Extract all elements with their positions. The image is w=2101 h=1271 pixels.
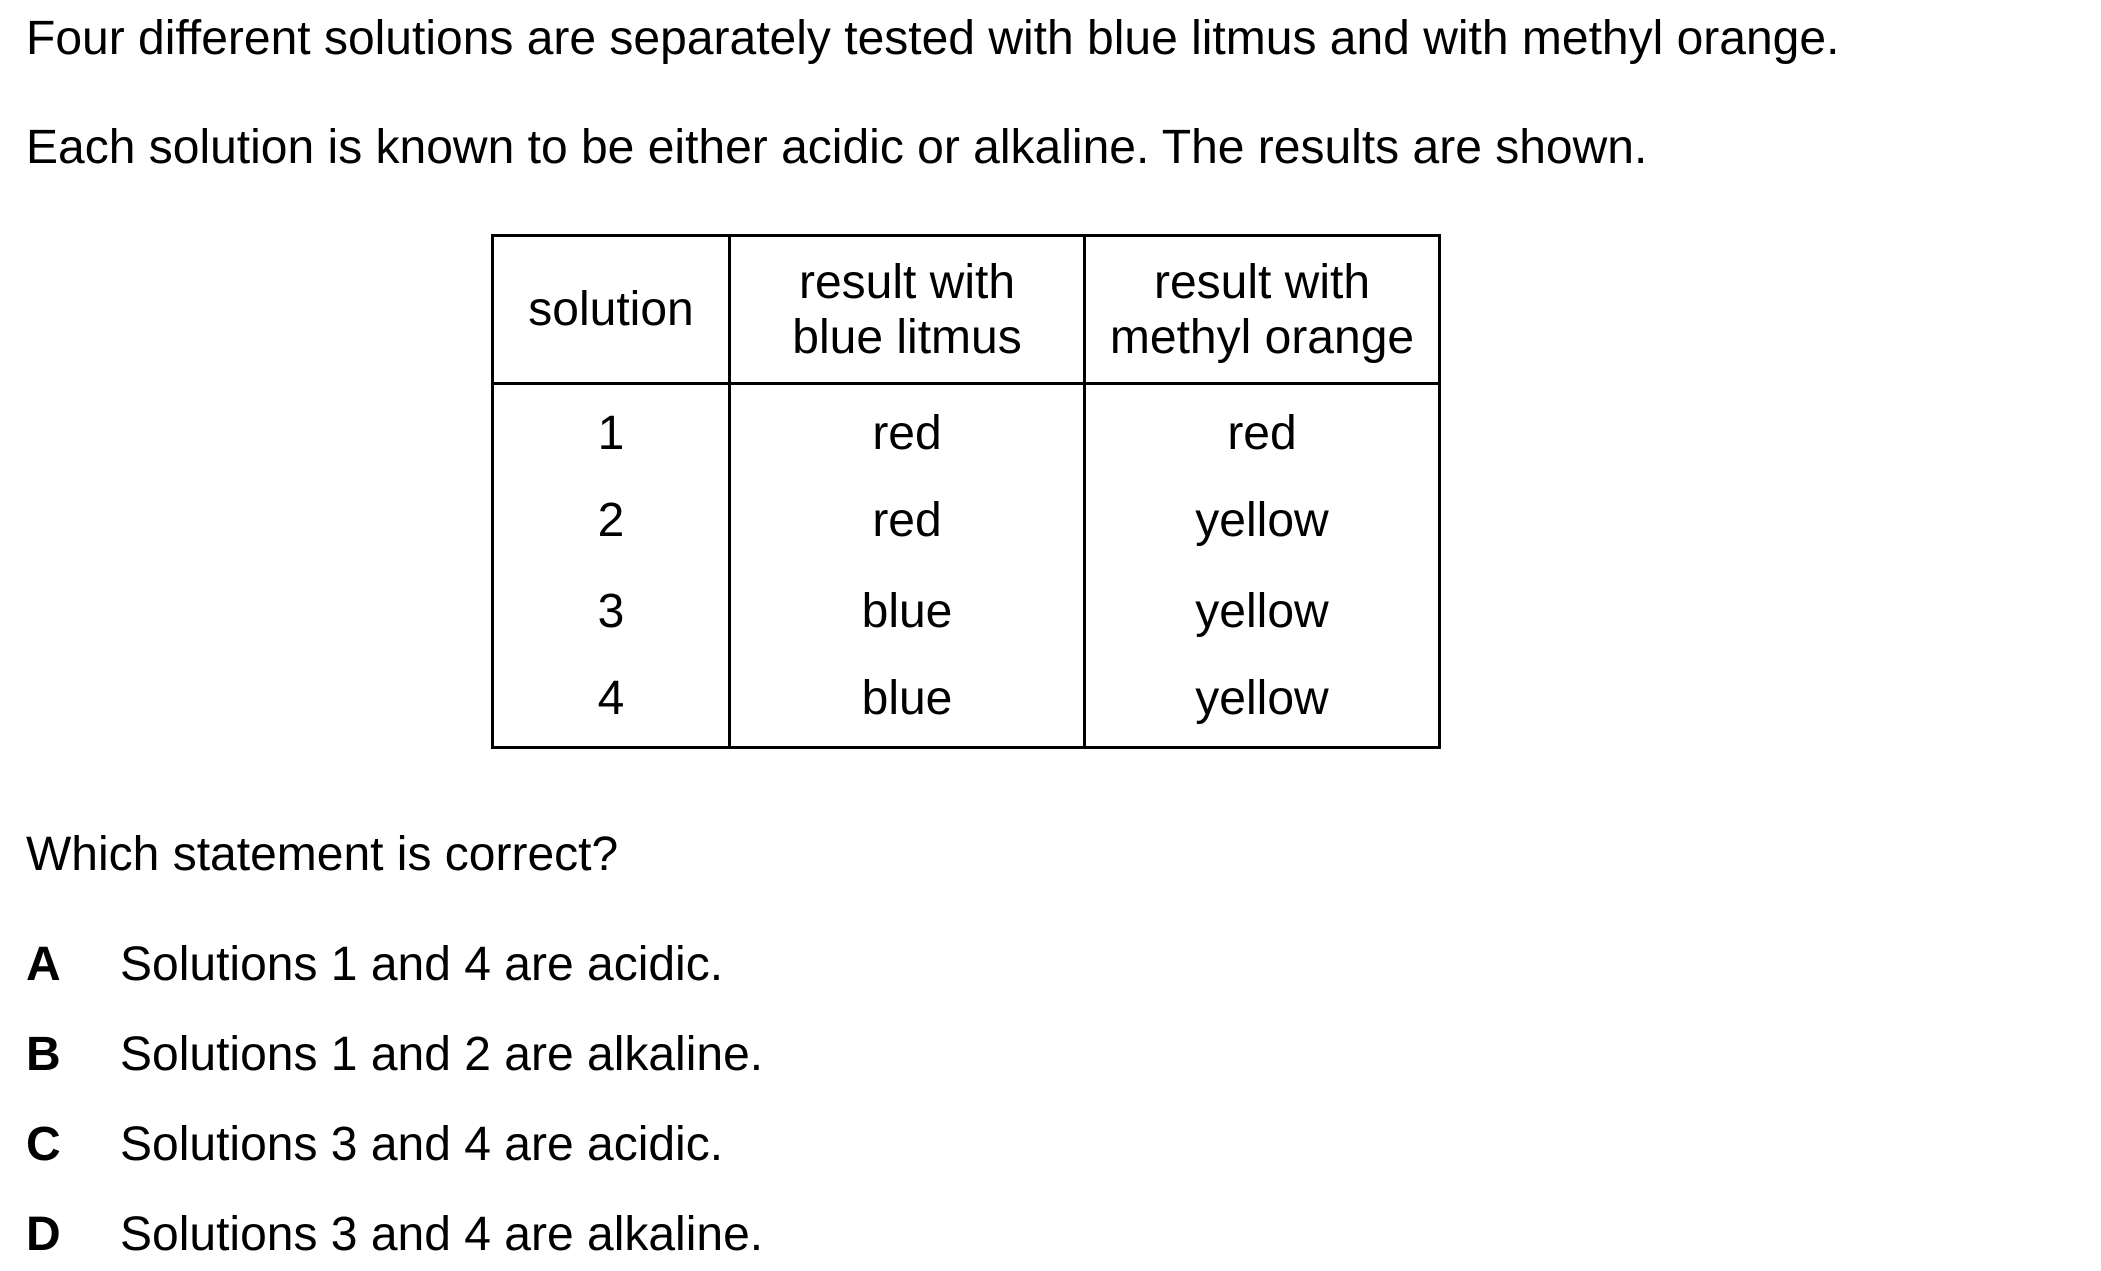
option-letter: B: [26, 1028, 61, 1081]
cell-methyl-orange: red: [1085, 384, 1440, 475]
table-header-row: [493, 236, 1440, 384]
cell-solution: 1: [493, 384, 730, 475]
table-row: [493, 566, 1440, 657]
header-solution: solution: [493, 236, 730, 384]
option-text: Solutions 3 and 4 are acidic.: [120, 1118, 724, 1171]
question-text: Which statement is correct?: [26, 828, 619, 881]
option-letter: C: [26, 1118, 61, 1171]
header-blue-litmus-line-1: result with: [798, 255, 1016, 309]
intro-line-1: Four different solutions are separately tested with blue litmus and with methyl orange.: [26, 12, 1840, 65]
header-blue-litmus-line-2: blue litmus: [792, 310, 1022, 364]
header-methyl-orange: [1085, 236, 1440, 384]
header-methyl-orange-line-2: methyl orange: [1109, 310, 1415, 364]
option-text: Solutions 3 and 4 are alkaline.: [120, 1208, 764, 1261]
header-methyl-orange-line-1: result with: [1153, 255, 1371, 309]
option-letter: D: [26, 1208, 61, 1261]
table-row: [493, 475, 1440, 566]
table-row: [493, 657, 1440, 748]
intro-line-2: Each solution is known to be either acidic or alkaline. The results are shown.: [26, 121, 1648, 174]
cell-solution: 4: [493, 657, 730, 748]
option-text: Solutions 1 and 4 are acidic.: [120, 938, 724, 991]
cell-solution: 3: [493, 566, 730, 657]
option-text: Solutions 1 and 2 are alkaline.: [120, 1028, 764, 1081]
cell-solution: 2: [493, 475, 730, 566]
option-b[interactable]: [26, 1027, 763, 1083]
option-d[interactable]: [26, 1207, 763, 1263]
option-letter: A: [26, 938, 61, 991]
cell-blue-litmus: blue: [730, 657, 1085, 748]
cell-blue-litmus: blue: [730, 566, 1085, 657]
option-a[interactable]: [26, 937, 723, 993]
option-c[interactable]: [26, 1117, 723, 1173]
cell-methyl-orange: yellow: [1085, 657, 1440, 748]
header-blue-litmus: [730, 236, 1085, 384]
cell-methyl-orange: yellow: [1085, 566, 1440, 657]
cell-blue-litmus: red: [730, 475, 1085, 566]
cell-methyl-orange: yellow: [1085, 475, 1440, 566]
cell-blue-litmus: red: [730, 384, 1085, 475]
results-table: [491, 234, 1441, 749]
table-row: [493, 384, 1440, 475]
